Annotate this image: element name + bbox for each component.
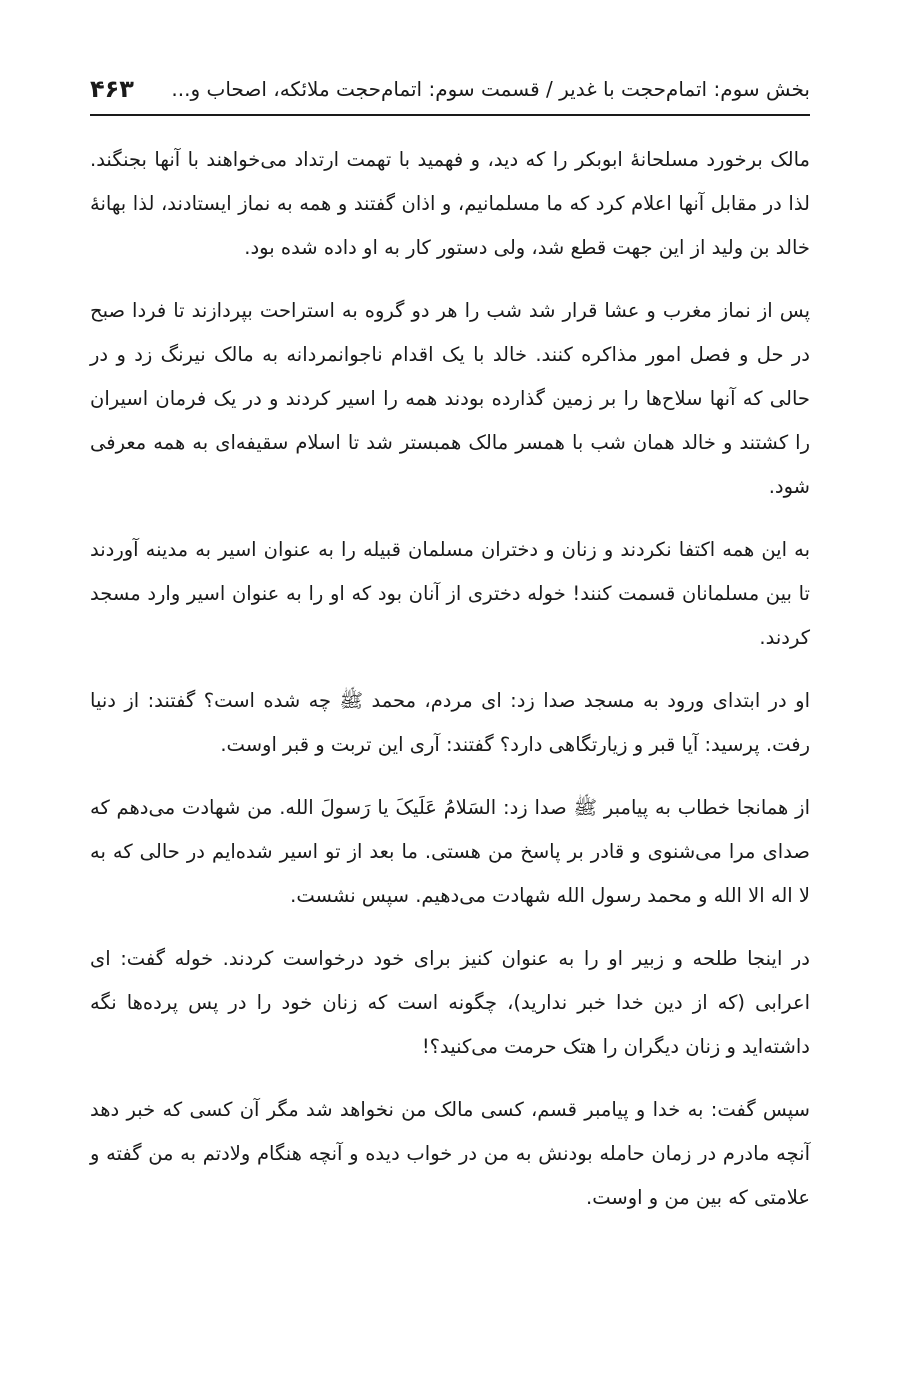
paragraph-6: در اینجا طلحه و زبیر او را به عنوان کنیز برای خود درخواست کردند. خوله گفت: ای اعرابی (که از دین خدا خبر ندارید)، چگونه است که زنان خود را در پس پرده‌ها نگه داشته‌اید و زنان دیگران را هتک حرمت می‌کنید؟! (90, 947, 810, 1058)
paragraph-7: سپس گفت: به خدا و پیامبر قسم، کسی مالک من نخواهد شد مگر آن کسی که خبر دهد آنچه مادرم در زمان حامله بودنش به من در خواب دیده و آنچه هنگام ولادتم به من گفته و علامتی که بین من و اوست. (90, 1098, 810, 1209)
page-number: ۴۶۳ (90, 75, 134, 103)
paragraph-5: از همانجا خطاب به پیامبر ﷺ صدا زد: السَلامُ عَلَیکَ یا رَسولَ الله. من شهادت می‌دهم که صدای مرا می‌شنوی و قادر بر پاسخ من هستی. ما بعد از تو اسیر شده‌ایم در حالی که به لا اله الا الله و محمد رسول الله شهادت می‌دهیم. سپس نشست. (90, 796, 810, 907)
page-header (90, 70, 810, 116)
paragraph-2: پس از نماز مغرب و عشا قرار شد شب را هر دو گروه به استراحت بپردازند تا فردا صبح در حل و فصل امور مذاکره کنند. خالد با یک اقدام ناجوانمردانه به مالک نیرنگ زد و در حالی که آنها سلاح‌ها را بر زمین گذارده بودند همه را اسیر کردند و در یک فرمان اسیران را کشتند و خالد همان شب با همسر مالک همبستر شد تا اسلام سقیفه‌ای به همه معرفی شود. (90, 299, 810, 498)
paragraph-4: او در ابتدای ورود به مسجد صدا زد: ای مردم، محمد ﷺ چه شده است؟ گفتند: از دنیا رفت. پرسید: آیا قبر و زیارتگاهی دارد؟ گفتند: آری این تربت و قبر اوست. (90, 689, 810, 756)
paragraph-1: مالک برخورد مسلحانهٔ ابوبکر را که دید، و فهمید با تهمت ارتداد می‌خواهند با آنها بجنگند. لذا در مقابل آنها اعلام کرد که ما مسلمانیم، و اذان گفتند و همه به نماز ایستادند، لذا بهانهٔ خالد بن ولید از این جهت قطع شد، ولی دستور کار به او داده شده بود. (90, 148, 810, 259)
paragraph-3: به این همه اکتفا نکردند و زنان و دختران مسلمان قبیله را به عنوان اسیر به مدینه آوردند تا بین مسلمانان قسمت کنند! خوله دختری از آنان بود که او را به عنوان اسیر وارد مسجد کردند. (90, 538, 810, 649)
running-title: بخش سوم: اتمام‌حجت با غدیر / قسمت سوم: اتمام‌حجت ملائکه، اصحاب و... (171, 77, 810, 101)
body-text (90, 138, 810, 1239)
